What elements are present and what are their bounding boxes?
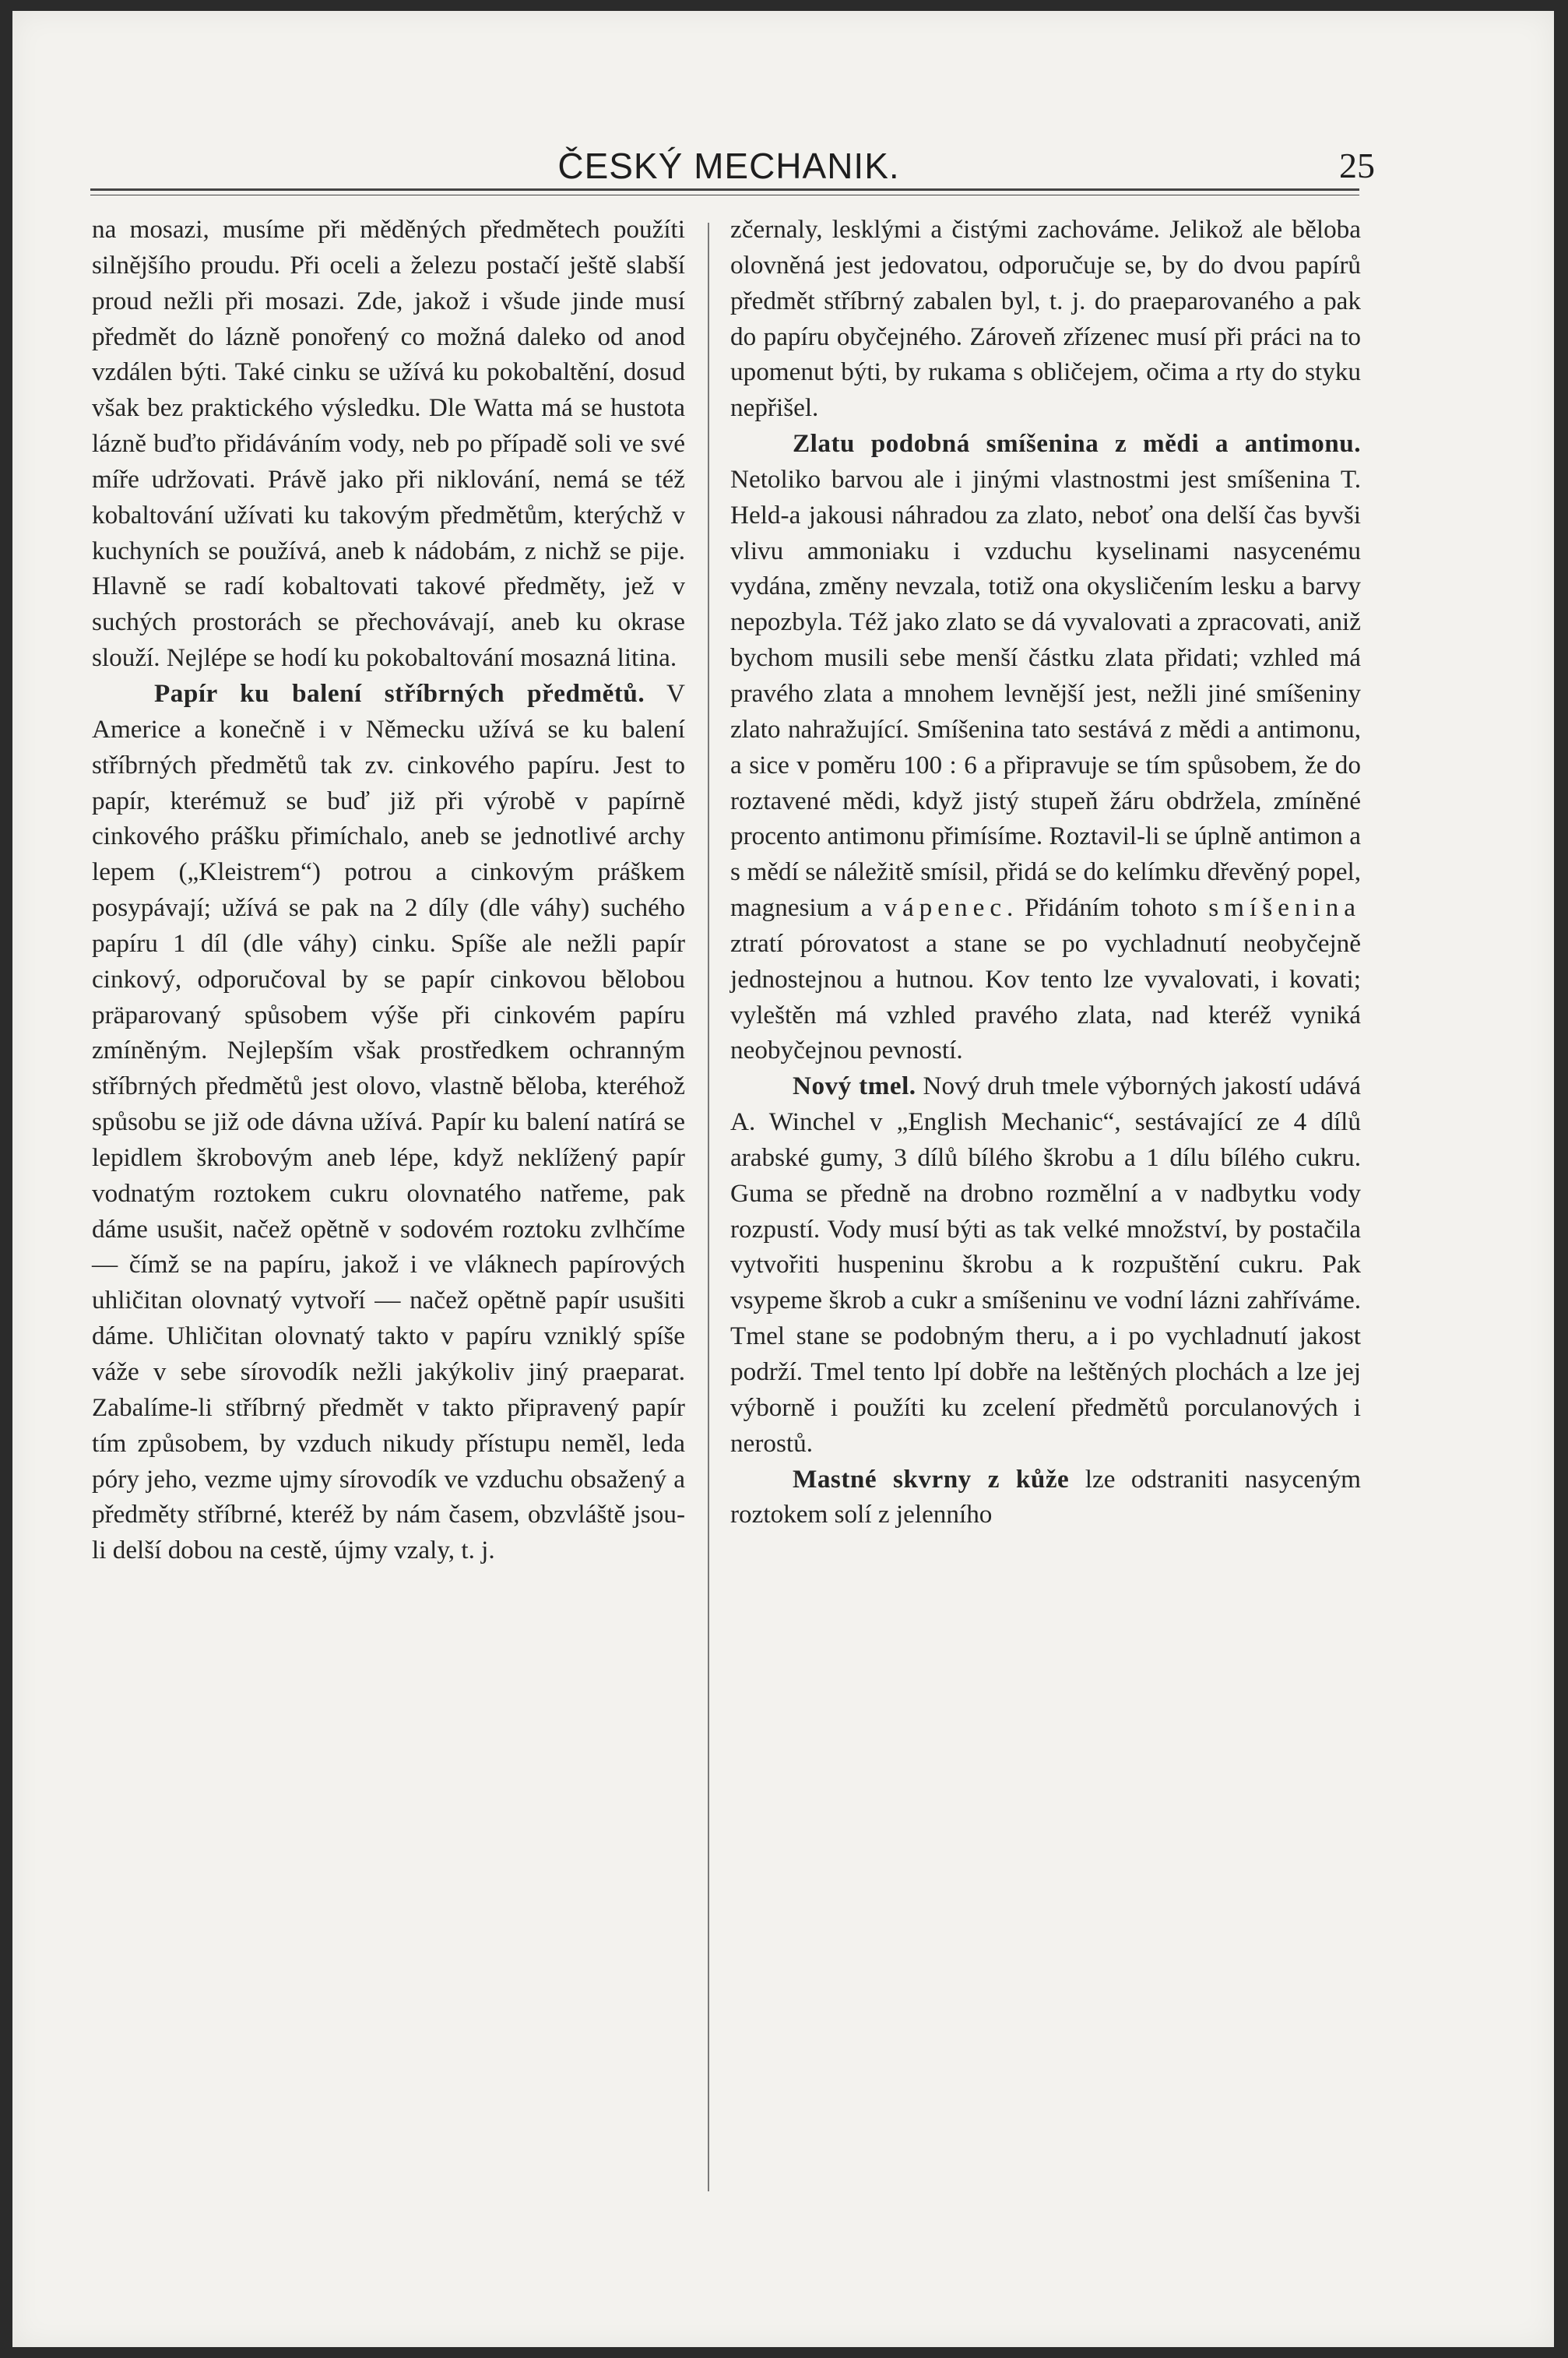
spaced-word: smíšenina — [1208, 893, 1361, 923]
paragraph-zinc-paper — [92, 676, 685, 1568]
paragraph-gold-alloy — [730, 426, 1361, 1068]
right-column — [730, 212, 1361, 1533]
paragraph-body: V Americe a konečně i v Německu užívá se ku balení stříbrných předmětů tak zv. cinkového papíru. Jest to papír, kterémuž se buď již při výrobě v papírně cinkového prášku přimíchalo, aneb se jednotlivé archy lepem („Kleistrem“) potrou a cinkovým práškem posypávají; užívá se pak na 2 díly (dle váhy) suchého papíru 1 díl (dle váhy) cinku. Spíše ale nežli papír cinkový, odporučoval by se papír cinkovou bělobou präparovaný spůsobem výše při cinkovém papíru zmíněným. Nejlepším však prostředkem ochranným stříbrných předmětů jest olovo, vlastně běloba, kteréhož spůsobu se již ode dávna užívá. Papír ku balení natírá se lepidlem škrobovým aneb lépe, když neklížený papír vodnatým roztokem cukru olovnatého natřeme, pak dáme usušit, načež opětně v sodovém roztoku zvlhčíme — čímž se na papíru, jakož i ve vláknech papírových uhličitan olovnatý vytvoří — načež opětně papír usušiti dáme. Uhličitan olovnatý takto v papíru vzniklý spíše váže v sebe sírovodík nežli jakýkoliv jiný praeparat. Zabalíme-li stříbrný předmět v takto připravený papír tím způsobem, by vzduch nikudy přístupu neměl, leda póry jeho, vezme ujmy sírovodík ve vzduchu obsažený a předměty stříbrné, kteréž by nám časem, obzvláště jsou-li delší dobou na cestě, újmy vzaly, t. j. — [92, 678, 685, 1565]
section-heading: Nový tmel. — [793, 1072, 916, 1101]
spaced-word: vápenec — [884, 893, 1007, 923]
paragraph: zčernaly, lesklými a čistými zachováme. Jelikož ale běloba olovněná jest jedovatou, odporučuje se, by do dvou papírů předmět stříbrný zabalen byl, t. j. do praeparovaného a pak do papíru obyčejného. Zároveň zřízenec musí při práci na to upomenut býti, by rukama s obličejem, očima a rty do styku nepřišel. — [730, 215, 1361, 423]
section-heading: Papír ku balení stříbrných předmětů. — [154, 678, 645, 708]
left-column — [92, 212, 685, 1568]
paragraph-body: Nový druh tmele výborných jakostí udává A. Winchel v „English Mechanic“, sestávající ze 4 dílů arabské gumy, 3 dílů bílého škrobu a 1 dílu bílého cukru. Guma se předně na drobno rozmělní a v nadbytku vody rozpustí. Vody musí býti as tak velké množství, by postačila vytvořiti huspeninu škrobu a k rozpuštění cukru. Pak vsypeme škrob a cukr a smíšeninu ve vodní lázni zahříváme. Tmel stane se podobným theru, a i po vychladnutí jakost podrží. Tmel tento lpí dobře na leštěných plochách a lze jej výborně i použíti ku zcelení předmětů porculanových i nerostů. — [730, 1072, 1361, 1458]
paragraph-grease-stains — [730, 1462, 1361, 1533]
page — [12, 11, 1554, 2347]
journal-title: ČESKÝ MECHANIK. — [557, 146, 900, 186]
column-divider — [708, 223, 709, 2191]
paragraph-new-cement — [730, 1068, 1361, 1461]
paragraph-body: ztratí pórovatost a stane se po vychladnutí neobyčejně jednostejnou a hutnou. Kov tento lze vyvalovati, i kovati; vyleštěn má vzhled pravého zlata, nad kteréž vyniká neobyčejnou pevností. — [730, 928, 1361, 1065]
section-heading: Zlatu podobná smíšenina z mědi a antimonu. — [793, 429, 1361, 459]
section-heading: Mastné skvrny z kůže — [793, 1464, 1070, 1494]
paragraph-body: lze odstraniti nasyceným roztokem solí z jelenního — [730, 1464, 1361, 1529]
paragraph-body: . Přidáním tohoto — [1007, 893, 1209, 923]
header-rule — [90, 188, 1359, 191]
paragraph: na mosazi, musíme při měděných předmětech použíti silnějšího proudu. Při oceli a železu postačí ještě slabší proud nežli při mosazi. Zde, jakož i všude jinde musí předmět do lázně ponořený co možná daleko od anod vzdálen býti. Také cinku se užívá ku pokobaltění, dosud však bez praktického výsledku. Dle Watta má se hustota lázně buďto přidáváním vody, neb po případě soli ve své míře udržovati. Právě jako při niklování, nemá se též kobaltování užívati ku takovým předmětům, kterýchž v kuchyních se používá, aneb k nádobám, z nichž se pije. Hlavně se radí kobaltovati takové předměty, jež v suchých prostorách se přechovávají, aneb ku okrase slouží. Nejlépe se hodí ku pokobaltování mosazná litina. — [92, 215, 685, 673]
page-number: 25 — [1339, 146, 1375, 185]
paragraph-body: Netoliko barvou ale i jinými vlastnostmi jest smíšenina T. Held-a jakousi náhradou za zlato, neboť ona delší čas byvši vlivu ammoniaku i vzduchu kyselinami nasycenému vydána, změny nevzala, totiž ona okysličením lesku a barvy nepozbyla. Též jako zlato se dá vyvalovati a zpracovati, aniž bychom musili sebe menší částku zlata přidati; vzhled má pravého zlata a mnohem levnější jest, nežli jiné smíšeniny zlato nahražující. Smíšenina tato sestává z mědi a antimonu, a sice v poměru 100 : 6 a připravuje se tím spůsobem, že do roztavené mědi, když jistý stupeň žáru obdržela, zmíněné procento antimonu přimísíme. Roztavil-li se úplně antimon a s mědí se náležitě smísil, přidá se do kelímku dřevěný popel, magnesium a — [730, 464, 1361, 923]
